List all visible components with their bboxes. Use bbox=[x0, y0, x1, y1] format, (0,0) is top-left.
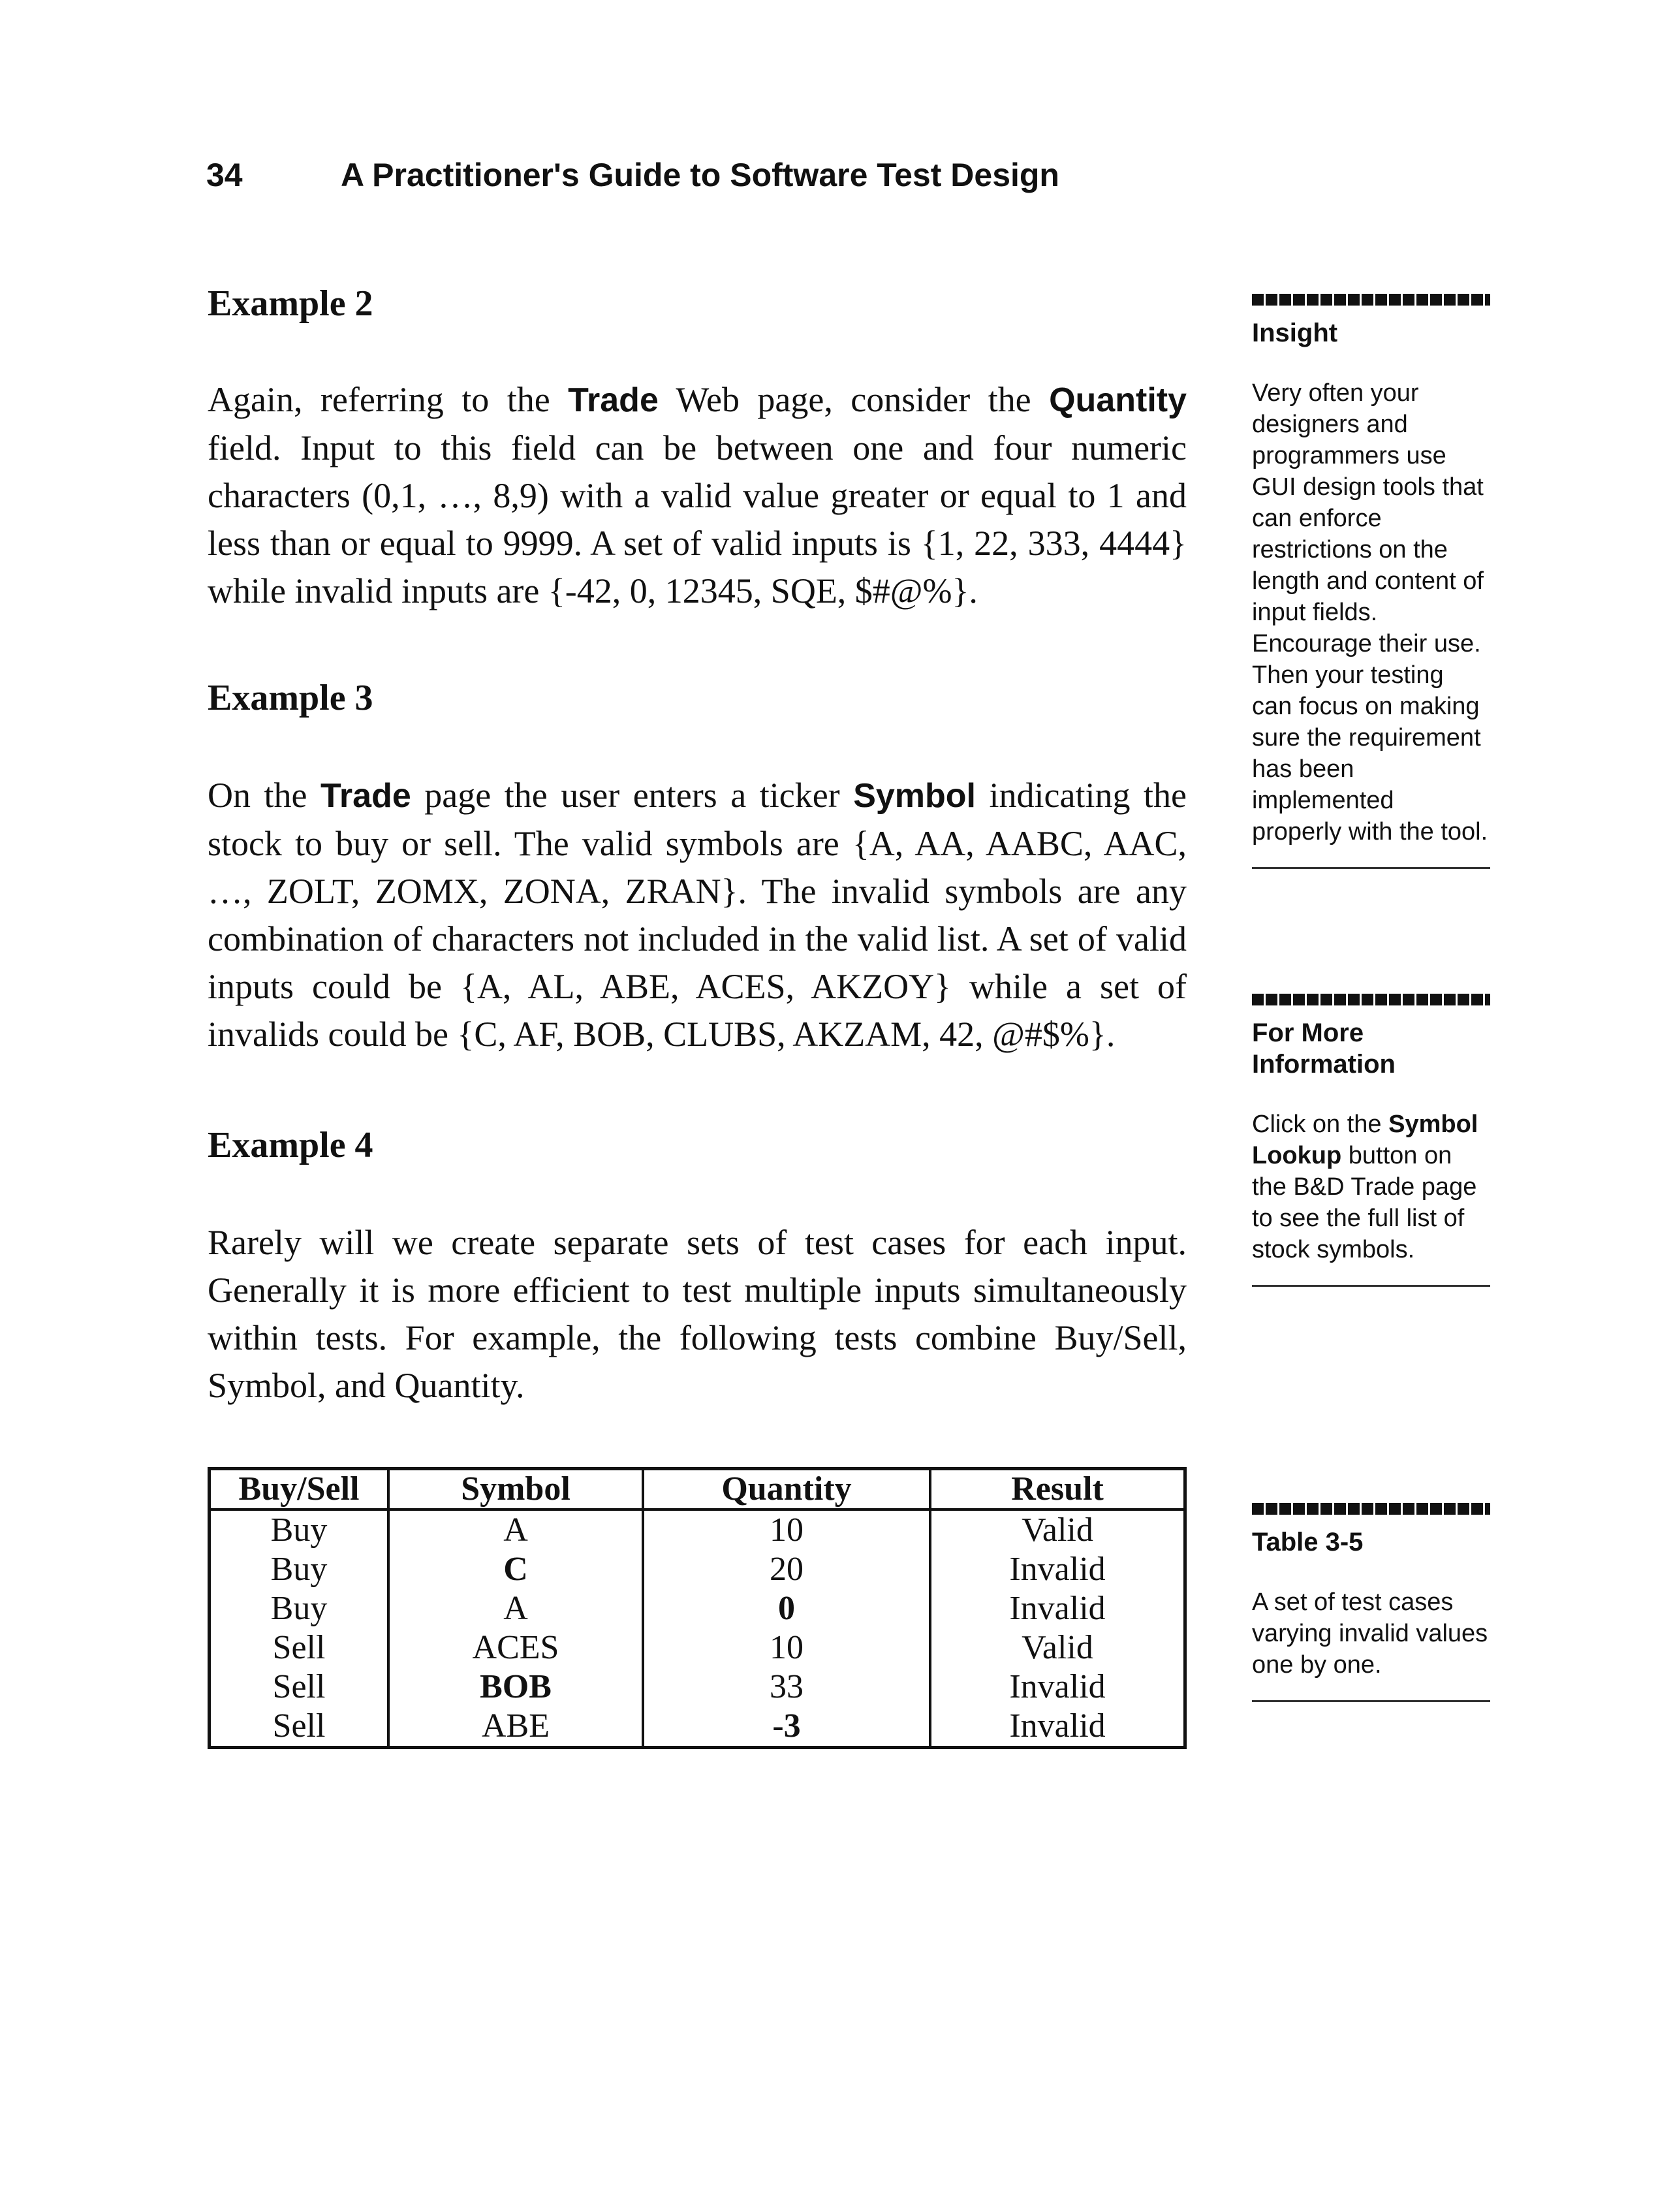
cell-symbol: BOB bbox=[388, 1667, 643, 1707]
cell-quantity: 33 bbox=[643, 1667, 930, 1707]
cell-result: Valid bbox=[930, 1509, 1185, 1550]
table-note-sidebar bbox=[1252, 1503, 1490, 1702]
cell-buy-sell: Buy bbox=[270, 1590, 328, 1627]
text-run: page the user enters a ticker bbox=[411, 776, 854, 815]
cell-result: Invalid bbox=[930, 1589, 1185, 1628]
col-header-symbol: Symbol bbox=[388, 1469, 643, 1510]
col-header-result: Result bbox=[930, 1469, 1185, 1510]
cell-quantity: 10 bbox=[643, 1628, 930, 1667]
table-note-text: A set of test cases varying invalid values one by one. bbox=[1252, 1588, 1488, 1679]
example-3-paragraph bbox=[208, 772, 1187, 1058]
more-info-text bbox=[1252, 1109, 1490, 1265]
cell-quantity: 20 bbox=[643, 1550, 930, 1589]
cell-symbol: ACES bbox=[388, 1628, 643, 1667]
cell-buy-sell: Sell bbox=[272, 1668, 326, 1705]
example-4-paragraph: Rarely will we create separate sets of test cases for each input. Generally it is more efficient to test multiple inputs simultaneously within tests. For example, the following tests combine Buy/Sell, Symbol, and Quantity. bbox=[208, 1223, 1187, 1405]
text-run: indicating the stock to buy or sell. The valid symbols are {A, AA, AABC, AAC, …, ZOLT, ZOMX, ZONA, ZRAN}. The invalid symbols are any combination of characters not included in the valid list. A set of valid inputs could be {A, AL, ABE, ACES, AKZOY} while a set of invalids could be {C, AF, BOB, CLUBS, AKZAM, 42, @#$%}. bbox=[208, 776, 1187, 1054]
cell-result: Valid bbox=[930, 1628, 1185, 1667]
text-run: Click on the bbox=[1252, 1111, 1389, 1138]
cell-symbol: A bbox=[388, 1509, 643, 1550]
cell-symbol: A bbox=[388, 1589, 643, 1628]
trade-term: Trade bbox=[568, 381, 659, 419]
example-2-paragraph bbox=[208, 376, 1187, 615]
example-2-heading: Example 2 bbox=[208, 283, 373, 324]
cell-quantity: 10 bbox=[643, 1509, 930, 1550]
sidebar-rule bbox=[1252, 1285, 1490, 1287]
symbol-term: Symbol bbox=[853, 777, 976, 815]
text-run: On the bbox=[208, 776, 321, 815]
cell-quantity: 0 bbox=[643, 1589, 930, 1628]
more-info-title: For More Information bbox=[1252, 1019, 1396, 1079]
table-note-title: Table 3-5 bbox=[1252, 1528, 1364, 1556]
sidebar-rule bbox=[1252, 1700, 1490, 1702]
example-3-heading: Example 3 bbox=[208, 678, 373, 718]
cell-buy-sell: Buy bbox=[270, 1511, 328, 1549]
text-run: button on the B&D Trade page to see the full list of stock symbols. bbox=[1252, 1142, 1477, 1263]
sidebar-dashed-bar bbox=[1252, 294, 1490, 306]
example-4-heading: Example 4 bbox=[208, 1125, 373, 1165]
table-row bbox=[210, 1509, 1185, 1550]
table-row bbox=[210, 1707, 1185, 1748]
sidebar-rule bbox=[1252, 867, 1490, 869]
cell-buy-sell: Sell bbox=[272, 1707, 326, 1745]
test-cases-table bbox=[208, 1467, 1187, 1749]
sidebar-dashed-bar bbox=[1252, 994, 1490, 1005]
cell-buy-sell: Sell bbox=[272, 1629, 326, 1666]
cell-symbol: ABE bbox=[388, 1707, 643, 1748]
cell-result: Invalid bbox=[930, 1667, 1185, 1707]
col-header-quantity: Quantity bbox=[643, 1469, 930, 1510]
cell-buy-sell: Buy bbox=[270, 1551, 328, 1588]
text-run: Again, referring to the bbox=[208, 380, 569, 419]
page-number: 34 bbox=[206, 157, 243, 193]
table-row bbox=[210, 1550, 1185, 1589]
sidebar-dashed-bar bbox=[1252, 1503, 1490, 1515]
table-header-row bbox=[210, 1469, 1185, 1510]
cell-result: Invalid bbox=[930, 1550, 1185, 1589]
col-header-buy-sell: Buy/Sell bbox=[210, 1469, 389, 1510]
text-run: field. Input to this field can be between one and four numeric characters (0,1, …, 8,9) with a valid value greater or equal to 1 and less than or equal to 9999. A set of valid inputs is {1, 22, 333, 4444} while invalid inputs are {-42, 0, 12345, SQE, $#@%}. bbox=[208, 428, 1187, 610]
more-info-sidebar bbox=[1252, 994, 1490, 1287]
table-row bbox=[210, 1628, 1185, 1667]
cell-quantity: -3 bbox=[643, 1707, 930, 1748]
book-title: A Practitioner's Guide to Software Test Design bbox=[341, 157, 1059, 193]
symbol-lookup-term: Symbol Lookup bbox=[1252, 1111, 1478, 1169]
quantity-term: Quantity bbox=[1049, 381, 1187, 419]
cell-result: Invalid bbox=[930, 1707, 1185, 1748]
table-row bbox=[210, 1589, 1185, 1628]
trade-term: Trade bbox=[320, 777, 411, 815]
insight-title: Insight bbox=[1252, 319, 1338, 347]
text-run: Web page, consider the bbox=[658, 380, 1050, 419]
insight-sidebar bbox=[1252, 294, 1490, 869]
cell-symbol: C bbox=[388, 1550, 643, 1589]
table-row bbox=[210, 1667, 1185, 1707]
running-head bbox=[206, 154, 1446, 196]
main-column bbox=[208, 281, 1187, 1749]
insight-text: Very often your designers and programmers use GUI design tools that can enforce restrictions on the length and content of input fields. Encourage their use. Then your testing can focus on making sure the requirement has been implemented properly with the tool. bbox=[1252, 379, 1488, 845]
